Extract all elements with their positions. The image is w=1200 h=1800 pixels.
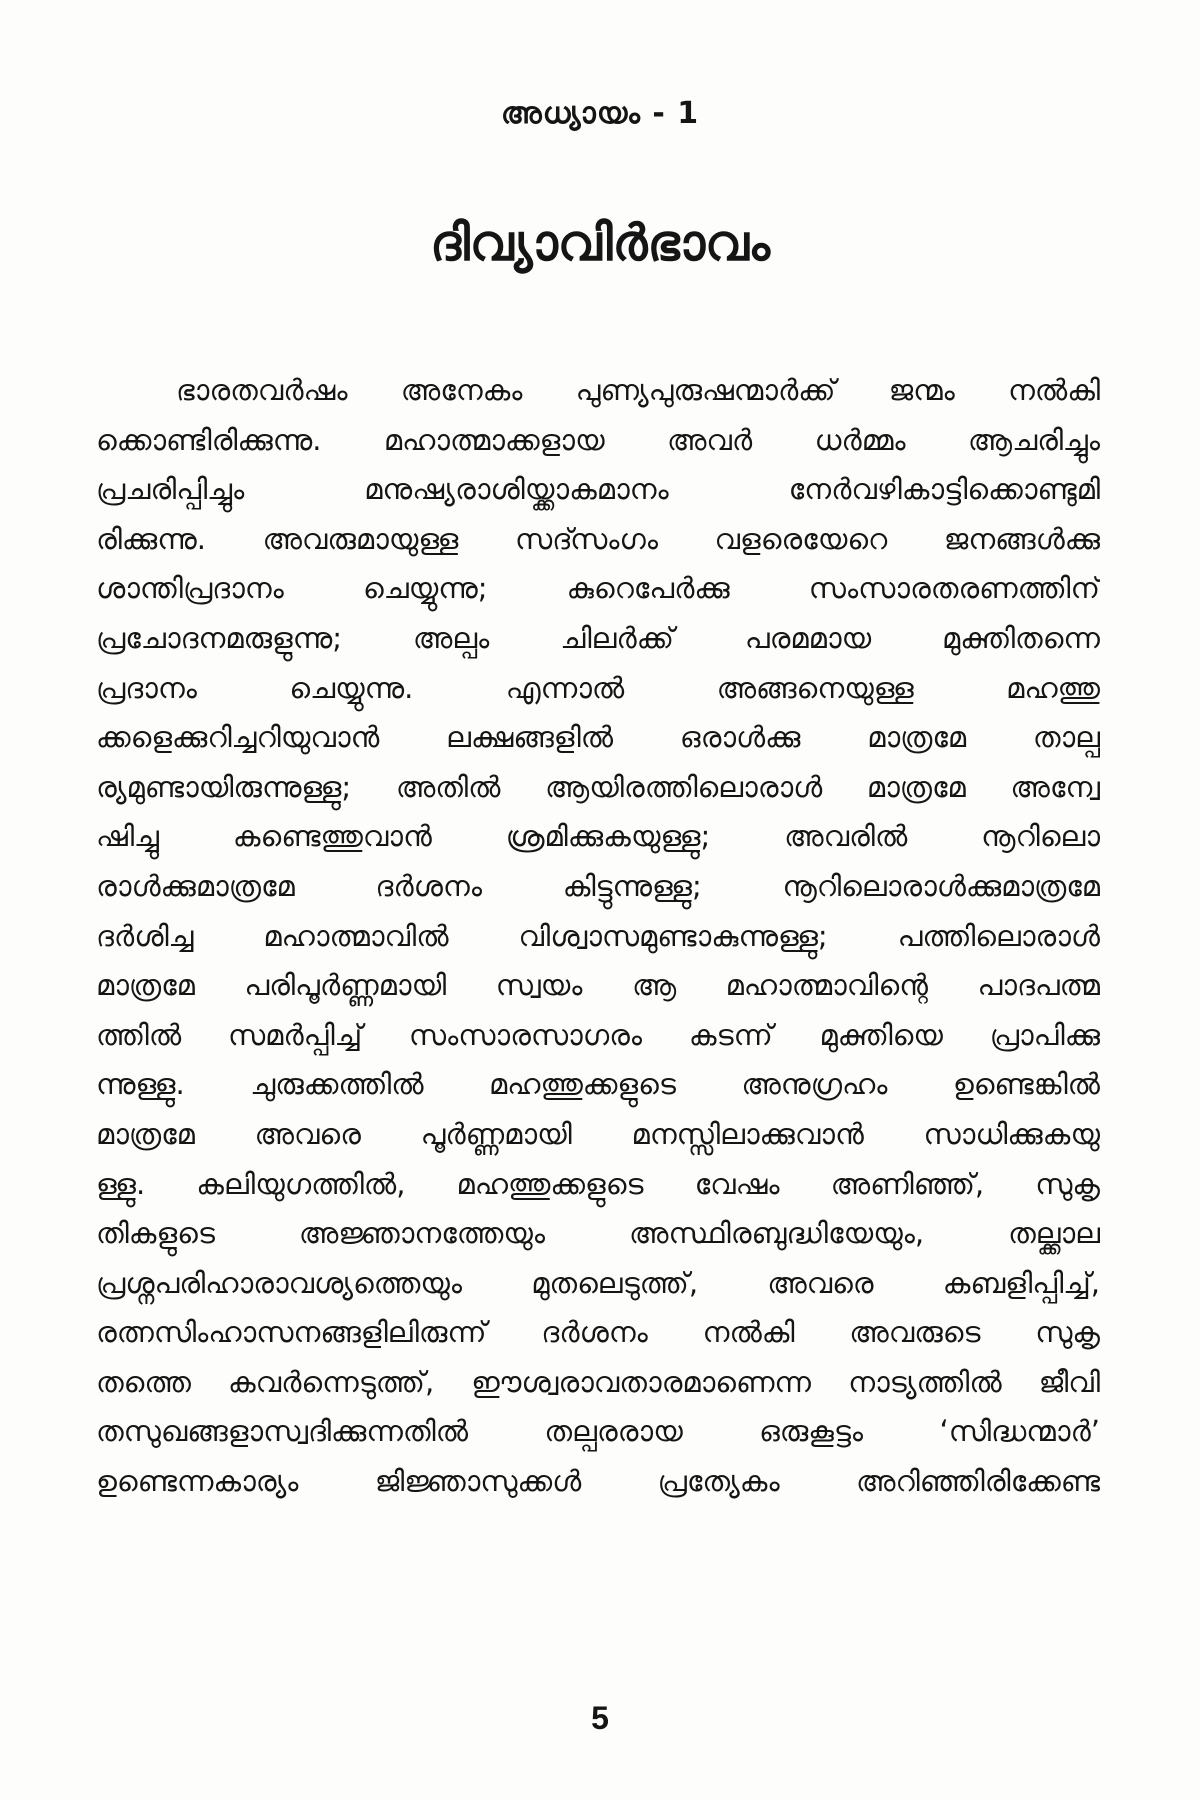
text-line: ള്ളു. കലിയുഗത്തിൽ, മഹത്തുക്കളുടെ വേഷം അണിഞ്ഞ്, സുകൃ (96, 1166, 1100, 1201)
text-line: തസുഖങ്ങളാസ്വദിക്കുന്നതിൽ തല്പരരായ ഒരുകൂട്ടം ‘സിദ്ധന്മാർ’ (96, 1414, 1100, 1449)
text-line: ക്കൊണ്ടിരിക്കുന്നു. മഹാത്മാക്കളായ അവർ ധർമ്മം ആചരിച്ചും (96, 422, 1100, 457)
text-line: തത്തെ കവർന്നെടുത്ത്, ഈശ്വരാവതാരമാണെന്ന നാട്യത്തിൽ ജീവി (96, 1364, 1100, 1399)
text-line: പ്രചരിപ്പിച്ചും മനുഷ്യരാശിയ്ക്കാകമാനം നേർവഴികാട്ടിക്കൊണ്ടുമി (96, 472, 1100, 507)
text-line: തികളുടെ അജ്ഞാനത്തേയും അസ്ഥിരബുദ്ധിയേയും, തല്ക്കാല (96, 1216, 1100, 1251)
text-line: രാൾക്കുമാത്രമേ ദർശനം കിട്ടുന്നുള്ളു; നൂറിലൊരാൾക്കുമാത്രമേ (96, 868, 1100, 903)
text-line: ശാന്തിപ്രദാനം ചെയ്യുന്നു; കുറെപേർക്കു സംസാരതരണത്തിന് (96, 571, 1100, 606)
chapter-label: അധ്യായം - 1 (500, 96, 700, 131)
text-line: പ്രചോദനമരുളുന്നു; അല്പം ചിലർക്ക് പരമമായ മുക്തിതന്നെ (96, 620, 1100, 655)
body-paragraph (96, 366, 1100, 1507)
page-number: 5 (591, 1700, 609, 1736)
text-line: ഉണ്ടെന്നകാര്യം ജിജ്ഞാസുക്കൾ പ്രത്യേകം അറിഞ്ഞിരിക്കേണ്ട (96, 1464, 1100, 1499)
text-line: പ്രശ്നപരിഹാരാവശ്യത്തെയും മുതലെടുത്ത്, അവരെ കബളിപ്പിച്ച്, (96, 1265, 1100, 1300)
text-line: ന്നുള്ളു. ചുരുക്കത്തിൽ മഹത്തുക്കളുടെ അനുഗ്രഹം ഉണ്ടെങ്കിൽ (96, 1067, 1100, 1102)
text-line: ക്കളെക്കുറിച്ചറിയുവാൻ ലക്ഷങ്ങളിൽ ഒരാൾക്കു മാത്രമേ താല്പ (96, 720, 1100, 755)
text-line: ദർശിച്ച മഹാത്മാവിൽ വിശ്വാസമുണ്ടാകുന്നുള്ളു; പത്തിലൊരാൾ (96, 918, 1100, 953)
text-line: രത്നസിംഹാസനങ്ങളിലിരുന്ന് ദർശനം നൽകി അവരുടെ സുകൃ (96, 1315, 1100, 1350)
text-line: ര്യമുണ്ടായിരുന്നുള്ളു; അതിൽ ആയിരത്തിലൊരാൾ മാത്രമേ അന്വേ (96, 769, 1100, 804)
text-line: ത്തിൽ സമർപ്പിച്ച് സംസാരസാഗരം കടന്ന് മുക്തിയെ പ്രാപിക്കു (96, 1017, 1100, 1052)
text-line: പ്രദാനം ചെയ്യുന്നു. എന്നാൽ അങ്ങനെയുള്ള മഹത്തു (96, 670, 1100, 705)
text-line: രിക്കുന്നു. അവരുമായുള്ള സദ്സംഗം വളരെയേറെ ജനങ്ങൾക്കു (96, 521, 1100, 556)
text-line: ഷിച്ചു കണ്ടെത്തുവാൻ ശ്രമിക്കുകയുള്ളു; അവരിൽ നൂറിലൊ (96, 819, 1100, 854)
chapter-title: ദിവ്യാവിർഭാവം (430, 214, 770, 272)
text-line: ഭാരതവർഷം അനേകം പുണ്യപുരുഷന്മാർക്ക് ജന്മം നൽകി (176, 373, 1100, 407)
text-line: മാത്രമേ അവരെ പൂർണ്ണമായി മനസ്സിലാക്കുവാൻ സാധിക്കുകയു (96, 1116, 1100, 1151)
text-line: മാത്രമേ പരിപൂർണ്ണമായി സ്വയം ആ മഹാത്മാവിന്റെ പാദപത്മ (96, 968, 1100, 1003)
